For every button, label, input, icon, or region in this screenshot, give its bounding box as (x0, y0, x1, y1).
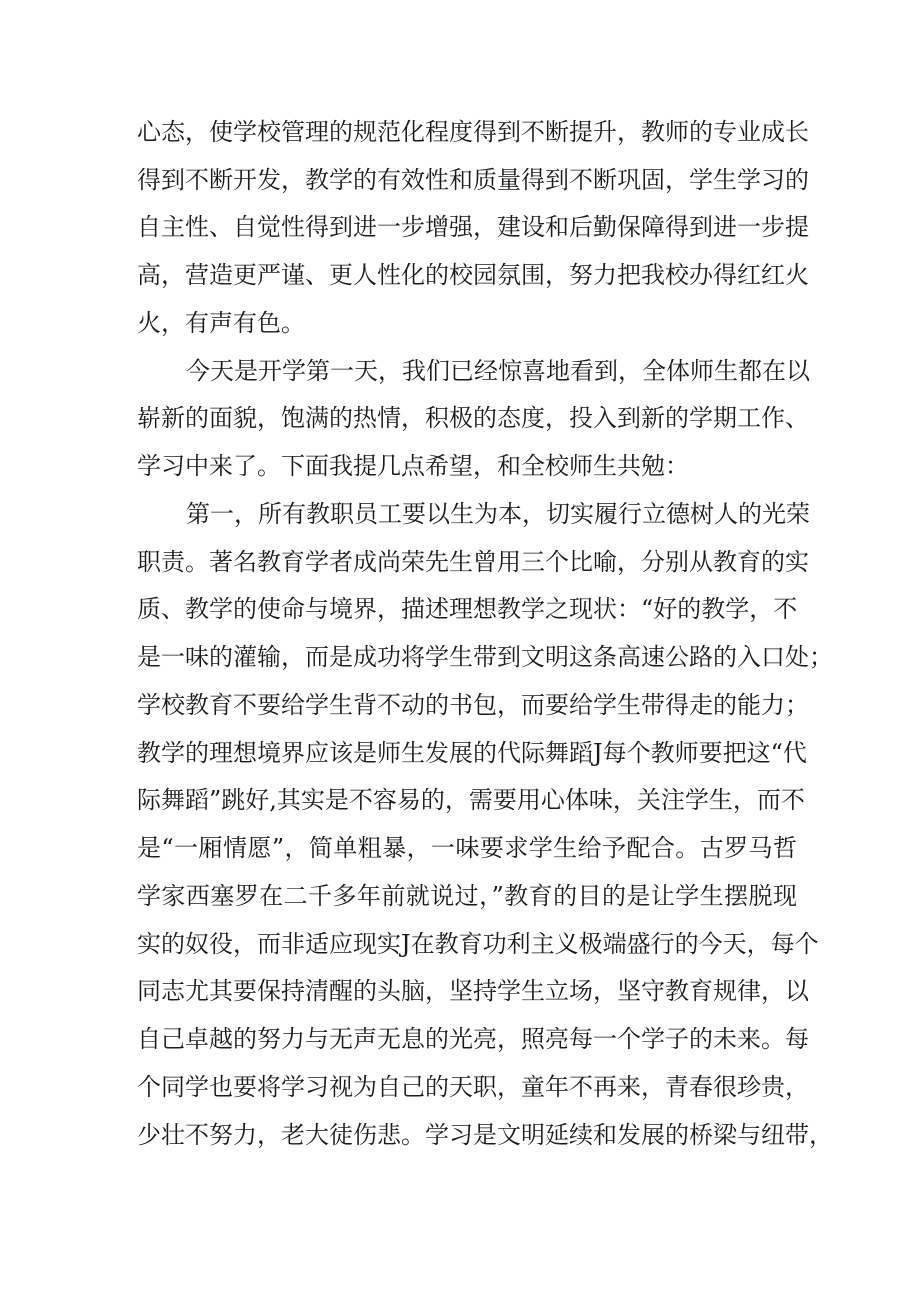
text-line-17: 学家西塞罗在二千多年前就说过，”教育的目的是让学生摆脱现 (137, 882, 797, 910)
text-line-6: 今天是开学第一天，我们已经惊喜地看到，全体师生都在以 (186, 357, 810, 385)
text-line-4: 高，营造更严谨、更人性化的校园氛围，努力把我校办得红红火 (137, 261, 809, 289)
text-line-20: 自己卓越的努力与无声无息的光亮，照亮每一个学子的未来。每 (137, 1025, 809, 1053)
text-line-19: 同志尤其要保持清醒的头脑，坚持学生立场，坚守教育规律，以 (137, 977, 809, 1005)
text-line-22: 少壮不努力，老大徒伤悲。学习是文明延续和发展的桥梁与纽带， (137, 1121, 833, 1149)
text-line-1: 心态，使学校管理的规范化程度得到不断提升，教师的专业成长 (137, 118, 809, 146)
text-line-14: 教学的理想境界应该是师生发展的代际舞蹈J每个教师要把这“代 (137, 739, 807, 767)
text-line-21: 个同学也要将学习视为自己的天职，童年不再来，青春很珍贵， (137, 1073, 809, 1101)
text-line-11: 质、教学的使命与境界，描述理想教学之现状：“好的教学，不 (137, 595, 798, 623)
text-line-18: 实的奴役，而非适应现实J在教育功利主义极端盛行的今天，每个 (137, 930, 819, 958)
text-line-8: 学习中来了。下面我提几点希望，和全校师生共勉： (137, 452, 689, 480)
text-line-10: 职责。著名教育学者成尚荣先生曾用三个比喻，分别从教育的实 (137, 548, 809, 576)
text-line-2: 得到不断开发，教学的有效性和质量得到不断巩固，学生学习的 (137, 166, 809, 194)
text-line-3: 自主性、自觉性得到进一步增强，建设和后勤保障得到进一步提 (137, 213, 809, 241)
text-line-9: 第一，所有教职员工要以生为本，切实履行立德树人的光荣 (186, 500, 810, 528)
text-line-5: 火，有声有色。 (137, 309, 305, 337)
text-line-15: 际舞蹈”跳好,其实是不容易的，需要用心体味，关注学生，而不 (137, 786, 805, 814)
text-line-12: 是一味的灌输，而是成功将学生带到文明这条高速公路的入口处； (137, 643, 833, 671)
text-line-16: 是“一厢情愿”，简单粗暴，一味要求学生给予配合。古罗马哲 (137, 834, 797, 862)
text-line-13: 学校教育不要给学生背不动的书包，而要给学生带得走的能力； (137, 691, 809, 719)
text-line-7: 崭新的面貌，饱满的热情，积极的态度，投入到新的学期工作、 (137, 404, 809, 432)
